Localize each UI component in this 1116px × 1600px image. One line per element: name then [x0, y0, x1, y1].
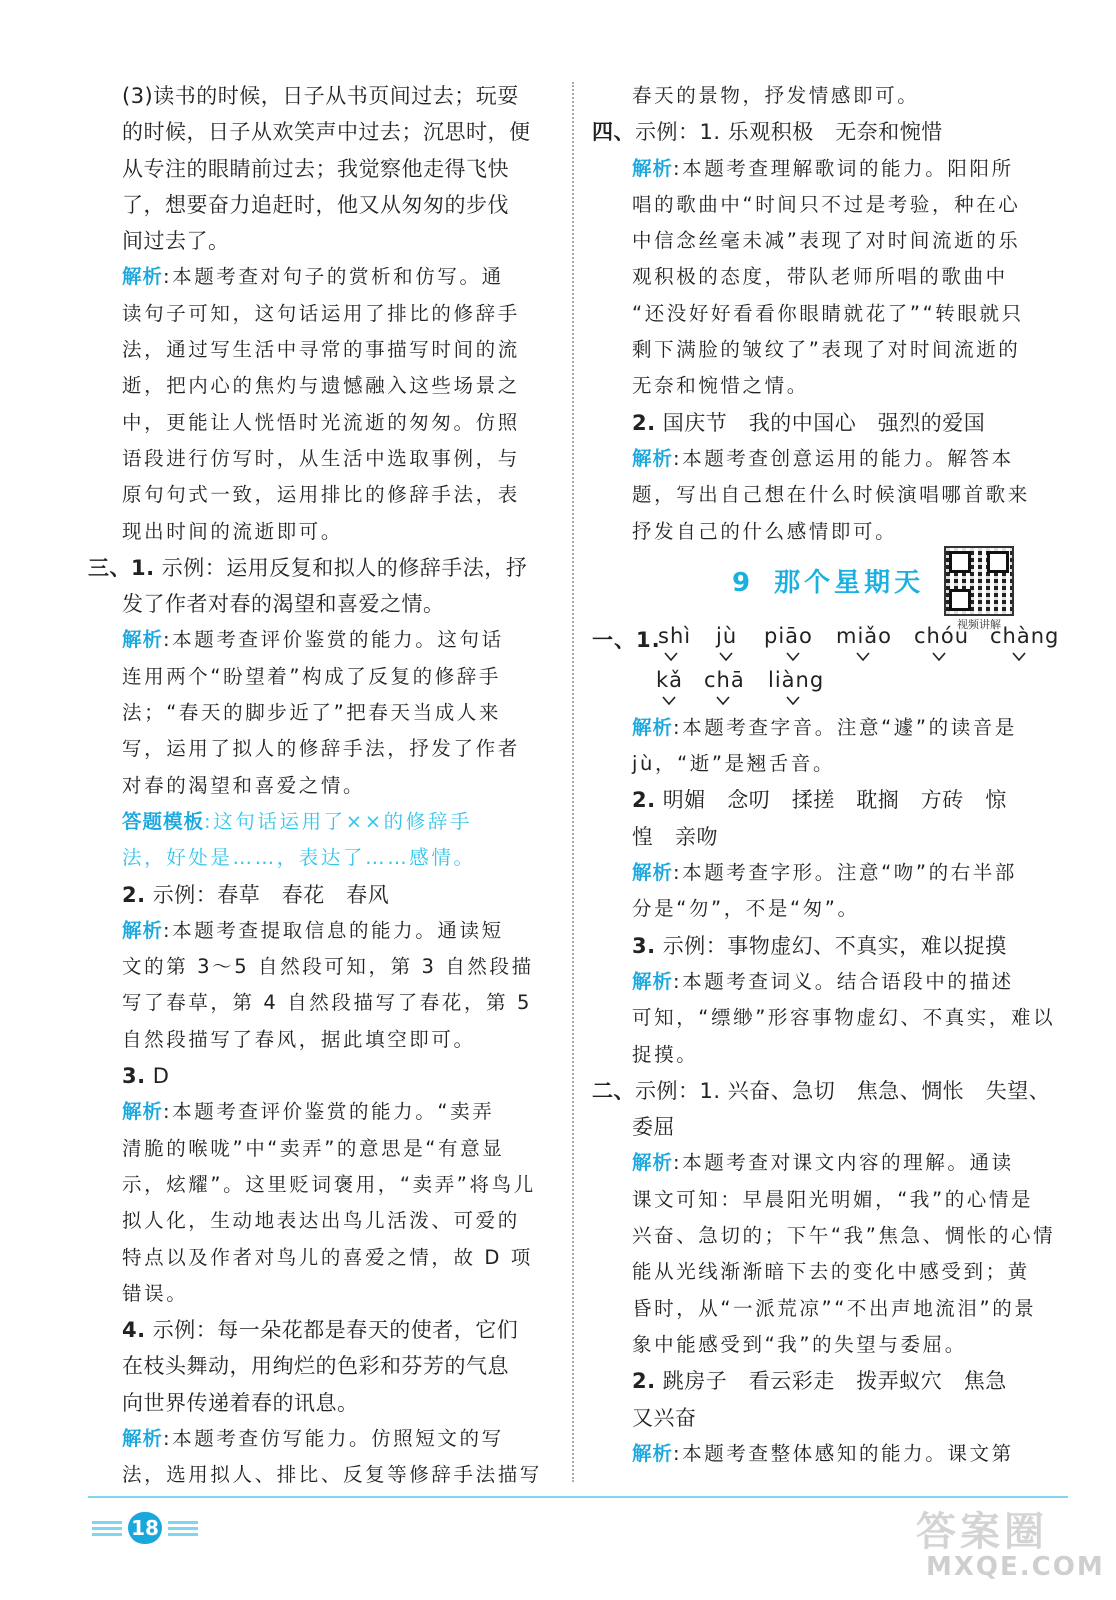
text-line [88, 1094, 558, 1130]
text-line [592, 1145, 1062, 1181]
text-line [592, 514, 1062, 550]
pinyin-item: piāo [764, 623, 813, 648]
line-text: “还没好好看看你眼睛就花了”“转眼就只 [632, 301, 1024, 325]
text-line [88, 114, 558, 150]
line-text: 象中能感受到“我”的失望与委屈。 [632, 1332, 967, 1356]
text-line [592, 405, 1062, 441]
text-line [592, 1363, 1062, 1399]
line-text: 法，选用拟人、排比、反复等修辞手法描写 [122, 1463, 542, 1487]
text-line [592, 332, 1062, 368]
line-text: 间过去了。 [122, 229, 230, 254]
line-text: 文的第 3～5 自然段可知，第 3 自然段描 [122, 955, 534, 979]
page-number: 18 [128, 1512, 162, 1544]
line-text: 题，写出自己想在什么时候演唱哪首歌来 [632, 483, 1030, 507]
check-mark-icon [664, 652, 678, 661]
line-text: 委屈 [632, 1115, 675, 1140]
line-text: :本题考查创意运用的能力。解答本 [673, 446, 1014, 470]
question-number: 3. [632, 933, 656, 958]
line-text: 示例：事物虚幻、不真实，难以捉摸 [655, 933, 1007, 958]
line-text: 语段进行仿写时，从生活中选取事例，与 [122, 446, 520, 470]
text-line [88, 550, 558, 586]
line-text: :本题考查评价鉴赏的能力。“卖弄 [163, 1100, 495, 1124]
line-text: :本题考查提取信息的能力。通读短 [163, 918, 504, 942]
analysis-label: 解析 [632, 446, 674, 470]
check-mark-icon [856, 652, 870, 661]
line-text: 法，通过写生活中寻常的事描写时间的流 [122, 338, 520, 362]
column-divider [572, 82, 574, 1482]
check-mark-icon [719, 652, 733, 661]
text-line [88, 514, 558, 550]
text-line [592, 1327, 1062, 1363]
text-line [592, 1182, 1062, 1218]
line-text: 示例：春草 春花 春风 [145, 882, 390, 907]
text-line [88, 1240, 558, 1276]
line-text: 自然段描写了春风，据此填空即可。 [122, 1027, 476, 1051]
pinyin-item: chóu [914, 623, 970, 648]
line-text: 读句子可知，这句话运用了排比的修辞手 [122, 301, 520, 325]
text-line [88, 804, 558, 840]
text-line [88, 840, 558, 876]
line-text: (3)读书的时候，日子从书页间过去；玩耍 [122, 84, 519, 108]
text-line [592, 1037, 1062, 1073]
check-mark-icon [662, 696, 676, 705]
qr-code-icon[interactable] [944, 546, 1014, 616]
line-text: 拟人化，生动地表达出鸟儿活泼、可爱的 [122, 1209, 520, 1233]
text-line [88, 1167, 558, 1203]
analysis-label: 解析 [122, 628, 164, 652]
line-text: D [145, 1064, 170, 1089]
line-text: 课文可知：早晨阳光明媚，“我”的心情是 [632, 1187, 1034, 1211]
text-line [88, 622, 558, 658]
question-number: 2. [122, 882, 146, 907]
text-line [592, 151, 1062, 187]
template-label: 答题模板 [122, 809, 205, 833]
text-line [592, 964, 1062, 1000]
text-line [88, 187, 558, 223]
lesson-title [732, 562, 924, 599]
pinyin-item: liàng [768, 667, 825, 692]
text-line [592, 296, 1062, 332]
analysis-label: 解析 [632, 156, 674, 180]
line-text: 法；“春天的脚步近了”把春天当成人来 [122, 701, 502, 725]
line-text: 示例：每一朵花都是春天的使者，它们 [145, 1318, 519, 1343]
line-text: 对春的渴望和喜爱之情。 [122, 773, 366, 797]
pinyin-row-1 [592, 622, 1062, 666]
text-line [88, 695, 558, 731]
text-line [88, 368, 558, 404]
line-text: :本题考查字形。注意“吻”的右半部 [673, 861, 1017, 885]
question-number: 四、 [592, 120, 635, 145]
line-text: 可知，“缥缈”形容事物虚幻、不真实，难以 [632, 1006, 1056, 1030]
check-mark-icon [932, 652, 946, 661]
line-text: 惶 亲吻 [632, 824, 718, 849]
line-text: 从专注的眼睛前过去；我觉察他走得飞快 [122, 156, 509, 181]
line-text: :本题考查对课文内容的理解。通读 [673, 1151, 1014, 1175]
check-mark-icon [716, 696, 730, 705]
line-text: :本题考查对句子的赏析和仿写。通 [163, 265, 504, 289]
text-line [88, 259, 558, 295]
pinyin-item: jù [716, 623, 738, 648]
line-text: 的时候，日子从欢笑声中过去；沉思时，便 [122, 120, 531, 145]
text-line [88, 477, 558, 513]
question-number: 3. [122, 1064, 146, 1089]
line-text: 特点以及作者对鸟儿的喜爱之情，故 D 项 [122, 1245, 533, 1269]
text-line [592, 114, 1062, 150]
watermark-text: 答案圈 [916, 1509, 1048, 1555]
text-line [88, 1385, 558, 1421]
line-text: 写了春草，第 4 自然段描写了春花，第 5 [122, 991, 533, 1015]
line-text: 示例：1. 兴奋、急切 焦急、惆怅 失望、 [635, 1078, 1051, 1103]
line-text: 昏时，从“一派荒凉”“不出声地流泪”的景 [632, 1296, 1037, 1320]
text-line [88, 949, 558, 985]
text-line [592, 1109, 1062, 1145]
text-line [88, 1276, 558, 1312]
line-text: 写，运用了拟人的修辞手法，抒发了作者 [122, 737, 520, 761]
text-line [88, 659, 558, 695]
check-mark-icon [786, 652, 800, 661]
analysis-label: 解析 [632, 1441, 674, 1465]
text-line [88, 913, 558, 949]
text-line [592, 746, 1062, 782]
analysis-label: 解析 [122, 265, 164, 289]
question-number: 二、 [592, 1078, 635, 1103]
text-line [592, 1254, 1062, 1290]
text-line [88, 985, 558, 1021]
text-line [88, 332, 558, 368]
check-mark-icon [786, 696, 800, 705]
line-text: :本题考查理解歌词的能力。阳阳所 [673, 156, 1014, 180]
text-line [592, 1291, 1062, 1327]
watermark-url: MXQE.COM [926, 1552, 1105, 1582]
line-text: 国庆节 我的中国心 强烈的爱国 [655, 410, 986, 435]
line-text: 分是“勿”，不是“匆”。 [632, 897, 860, 921]
pinyin-item: kǎ [656, 667, 684, 692]
line-text: 示，炫耀”。这里贬词褒用，“卖弄”将鸟儿 [122, 1172, 536, 1196]
line-text: 抒发自己的什么感情即可。 [632, 519, 898, 543]
left-column [88, 78, 558, 1494]
line-text: 法，好处是……，表达了……感情。 [122, 846, 476, 870]
line-text: 唱的歌曲中“时间只不过是考验，种在心 [632, 192, 1021, 216]
line-text: 连用两个“盼望着”构成了反复的修辞手 [122, 664, 502, 688]
line-text: 跳房子 看云彩走 拨弄蚁穴 焦急 [655, 1369, 1007, 1394]
question-number: 2. [632, 788, 656, 813]
text-line [88, 405, 558, 441]
analysis-label: 解析 [122, 1100, 164, 1124]
text-line [88, 1348, 558, 1384]
line-text: 兴奋、急切的；下午“我”焦急、惆怅的心情 [632, 1224, 1056, 1248]
text-line [592, 1000, 1062, 1036]
line-text: 中信念丝毫未减”表现了对时间流逝的乐 [632, 229, 1021, 253]
analysis-label: 解析 [122, 1426, 164, 1450]
text-line [592, 1073, 1062, 1109]
text-line [592, 1436, 1062, 1472]
line-text: 示例：运用反复和拟人的修辞手法，抒 [154, 555, 528, 580]
question-number: 2. [632, 410, 656, 435]
qr-caption: 视频讲解 [957, 617, 1001, 631]
text-line [592, 710, 1062, 746]
line-text: 无奈和惋惜之情。 [632, 374, 809, 398]
text-line [592, 223, 1062, 259]
line-text: :这句话运用了××的修辞手 [204, 809, 473, 833]
watermark [896, 1500, 1105, 1590]
line-text: :本题考查整体感知的能力。课文第 [673, 1441, 1014, 1465]
text-line [88, 731, 558, 767]
section-label: 一、1. [592, 627, 661, 652]
line-text: 发了作者对春的渴望和喜爱之情。 [122, 592, 445, 617]
pinyin-item: miǎo [836, 623, 893, 648]
line-text: 了，想要奋力追赶时，他又从匆匆的步伐 [122, 192, 509, 217]
text-line [592, 477, 1062, 513]
text-line [592, 441, 1062, 477]
text-line [592, 928, 1062, 964]
text-line [88, 1058, 558, 1094]
question-number: 2. [632, 1369, 656, 1394]
analysis-label: 解析 [632, 861, 674, 885]
text-line [88, 1022, 558, 1058]
text-line [88, 223, 558, 259]
text-line [592, 259, 1062, 295]
line-text: 示例：1. 乐观积极 无奈和惋惜 [635, 120, 943, 145]
line-text: 观积极的态度，带队老师所唱的歌曲中 [632, 265, 1008, 289]
text-line [592, 1218, 1062, 1254]
text-line [592, 187, 1062, 223]
line-text: 错误。 [122, 1281, 189, 1305]
line-text: :本题考查仿写能力。仿照短文的写 [163, 1426, 504, 1450]
text-line [88, 296, 558, 332]
text-line [88, 1421, 558, 1457]
text-line [88, 441, 558, 477]
lesson-number: 9 [732, 567, 755, 598]
analysis-label: 解析 [122, 918, 164, 942]
line-text: 现出时间的流逝即可。 [122, 519, 344, 543]
text-line [592, 782, 1062, 818]
pinyin-item: chàng [990, 623, 1060, 648]
line-text: 春天的景物，抒发情感即可。 [632, 84, 920, 107]
pinyin-item: chā [704, 667, 745, 692]
line-text: 能从光线渐渐暗下去的变化中感受到；黄 [632, 1260, 1030, 1284]
analysis-label: 解析 [632, 715, 674, 739]
text-line [592, 368, 1062, 404]
pinyin-item: shì [658, 623, 692, 648]
question-number: 三、1. [88, 555, 155, 580]
text-line [88, 78, 558, 114]
right-top-block [592, 78, 1062, 550]
text-line [88, 1203, 558, 1239]
text-line [88, 877, 558, 913]
text-line [88, 586, 558, 622]
line-text: jù，“逝”是翘舌音。 [632, 752, 836, 776]
footer-rule [88, 1496, 1068, 1498]
line-text: 捉摸。 [632, 1042, 699, 1066]
text-line [88, 1131, 558, 1167]
line-text: 原句句式一致，运用排比的修辞手法，表 [122, 483, 520, 507]
line-text: :本题考查字音。注意“遽”的读音是 [673, 715, 1017, 739]
line-text: 向世界传递着春的讯息。 [122, 1390, 359, 1415]
text-line [592, 1400, 1062, 1436]
line-text: 明媚 念叨 揉搓 耽搁 方砖 惊 [655, 788, 1007, 813]
text-line [592, 78, 1062, 114]
analysis-label: 解析 [632, 969, 674, 993]
text-line [592, 855, 1062, 891]
lesson-header [592, 550, 1062, 631]
page-number-badge [92, 1512, 198, 1544]
text-line [88, 1457, 558, 1493]
text-line [88, 151, 558, 187]
text-line [592, 891, 1062, 927]
question-number: 4. [122, 1318, 146, 1343]
line-text: 中，更能让人恍悟时光流逝的匆匆。仿照 [122, 410, 520, 434]
pinyin-row-2 [592, 666, 1062, 710]
check-mark-icon [1012, 652, 1026, 661]
text-line [88, 768, 558, 804]
line-text: 剩下满脸的皱纹了”表现了对时间流逝的 [632, 338, 1021, 362]
right-bottom-block [592, 710, 1062, 1472]
line-text: :本题考查词义。结合语段中的描述 [673, 969, 1014, 993]
line-text: :本题考查评价鉴赏的能力。这句话 [163, 628, 504, 652]
text-line [88, 1312, 558, 1348]
line-text: 在枝头舞动，用绚烂的色彩和芬芳的气息 [122, 1354, 509, 1379]
lesson-name: 那个星期天 [774, 567, 925, 598]
right-column [592, 78, 1062, 1472]
line-text: 清脆的喉咙”中“卖弄”的意思是“有意显 [122, 1136, 505, 1160]
line-text: 逝，把内心的焦灼与遗憾融入这些场景之 [122, 374, 520, 398]
line-text: 又兴奋 [632, 1405, 697, 1430]
text-line [592, 819, 1062, 855]
analysis-label: 解析 [632, 1151, 674, 1175]
